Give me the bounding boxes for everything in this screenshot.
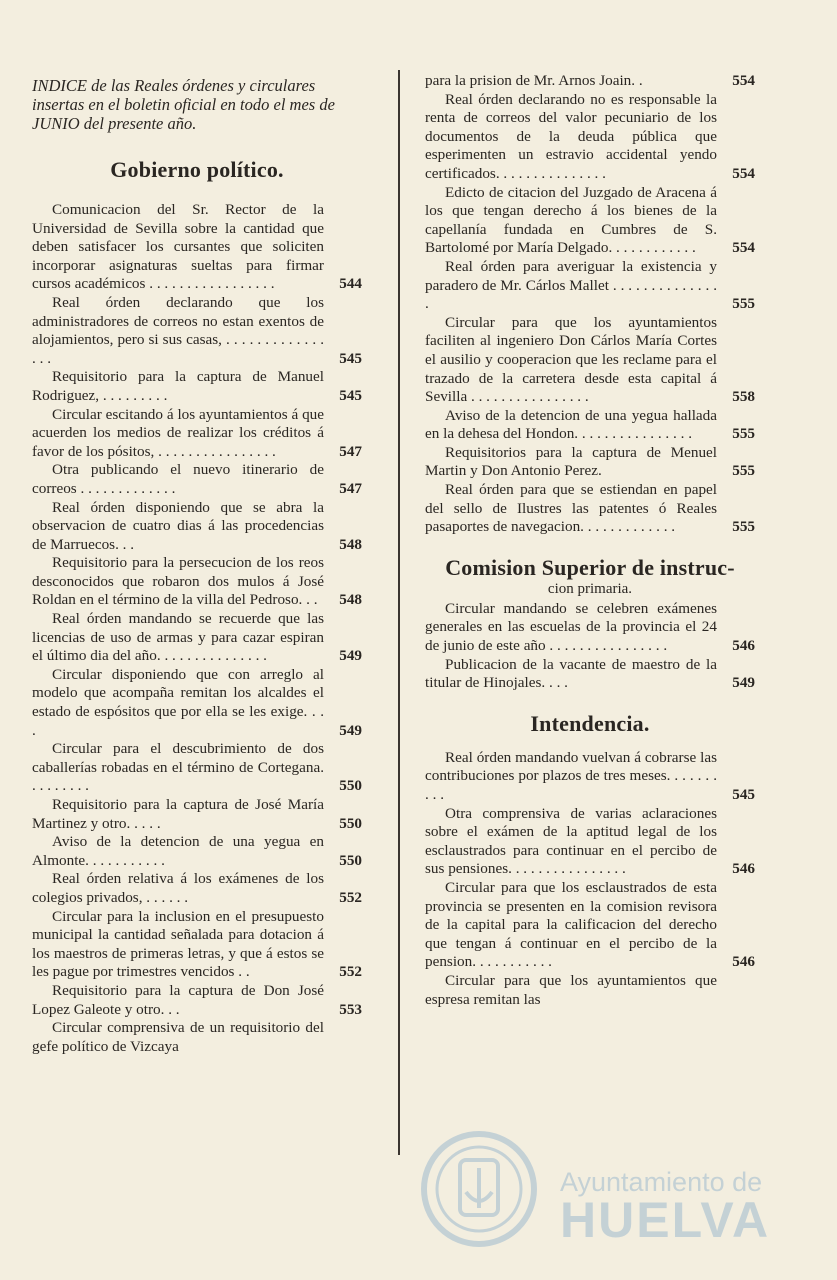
entry-text: Circular para que los ayuntamientos que espresa remitan las — [425, 971, 717, 1008]
entry-text: Edicto de citacion del Juzgado de Aracena á los que tengan derecho á los bienes de la capellanía fundada en Cumbres de S. Bartolomé por María Delgado. . . . . . . . . . . . — [425, 183, 717, 257]
entry-text: Aviso de la detencion de una yegua hallada en la dehesa del Hondon. . . . . . . . . . . . . . . . — [425, 406, 717, 443]
entry-page: 544 — [339, 275, 362, 293]
entry-page: 555 — [732, 425, 755, 443]
index-entry — [425, 481, 755, 537]
index-entry — [32, 1019, 362, 1056]
entry-page: 550 — [339, 814, 362, 832]
entry-page: 554 — [732, 164, 755, 182]
entry-page: 555 — [732, 518, 755, 536]
entry-page: 546 — [732, 637, 755, 655]
index-entry — [32, 461, 362, 498]
index-entry — [425, 184, 755, 258]
index-entry — [425, 749, 755, 805]
left-column — [32, 68, 362, 1056]
entry-text: Circular escitando á los ayuntamientos á que acuerden los medios de realizar los créditos á favor de los pósitos, . . . . . . . . . . . . . . . . — [32, 405, 324, 460]
entry-page: 552 — [339, 888, 362, 906]
index-entry — [32, 610, 362, 666]
index-entry — [425, 72, 755, 91]
entry-text: para la prision de Mr. Arnos Joain. . — [425, 72, 643, 89]
entry-page: 545 — [732, 786, 755, 803]
section-heading-instruccion: Comision Superior de instruc- — [445, 554, 735, 580]
index-entry — [32, 908, 362, 982]
entry-page: 553 — [339, 1000, 362, 1018]
index-entry — [425, 407, 755, 444]
entry-page: 546 — [732, 860, 755, 878]
entry-text: Real órden disponiendo que se abra la observacion de cuatro dias á las procedencias de Marruecos. . . — [32, 498, 324, 553]
entry-text: Aviso de la detencion de una yegua en Almonte. . . . . . . . . . . — [32, 833, 324, 869]
entry-text: Circular para que los ayuntamientos faciliten al ingeniero Don Cárlos María Cortes el ausilio y cooperacion que les reclame para el trazado de la carretera desde esta capital á Sevilla . . . . . . . . . . . . . . . . — [425, 313, 717, 406]
entry-text: Real órden declarando que los administradores de correos no estan exentos de alojamientos, pero si sus casas, . . . . . . . . . . . . . . . . — [32, 293, 324, 367]
index-entry — [32, 833, 362, 870]
entry-text: Otra publicando el nuevo itinerario de correos . . . . . . . . . . . . . — [32, 461, 324, 497]
index-entry — [32, 201, 362, 294]
entry-page: 546 — [732, 953, 755, 971]
entry-page: 545 — [339, 386, 362, 404]
entry-page: 554 — [732, 72, 755, 89]
index-entry — [32, 870, 362, 907]
index-entry — [32, 294, 362, 368]
entry-text: Requisitorios para la captura de Menuel Martin y Don Antonio Perez. — [425, 443, 717, 480]
entry-page: 550 — [339, 777, 362, 795]
entry-text: Circular para el descubrimiento de dos caballerías robadas en el término de Cortegana. . . . . . . . . — [32, 740, 324, 795]
watermark-line2: HUELVA — [560, 1192, 771, 1248]
index-entry — [32, 740, 362, 796]
index-entry — [425, 879, 755, 972]
entry-text: Real órden relativa á los exámenes de los colegios privados, . . . . . . — [32, 870, 324, 906]
watermark — [420, 1125, 771, 1248]
entry-text: Circular disponiendo que con arreglo al modelo que acompaña remitan los alcaldes el estado de espósitos que por ella se les exige. . . . — [32, 665, 324, 739]
entry-text: Comunicacion del Sr. Rector de la Universidad de Sevilla sobre la cantidad que deben satisfacer los cursantes que soliciten incorporar asignaturas sueltas para firmar cursos académicos . . . . . . . . . . . . . . . . . — [32, 201, 324, 293]
index-entry — [32, 554, 362, 610]
entry-page: 545 — [339, 349, 362, 367]
index-entry — [32, 796, 362, 833]
entry-text: Requisitorio para la persecucion de los reos desconocidos que robaron dos mulos á José Roldan en el término de la villa del Pedroso. . . — [32, 554, 324, 609]
entry-text: Requisitorio para la captura de Don José Lopez Galeote y otro. . . — [32, 981, 324, 1018]
entry-text: Publicacion de la vacante de maestro de la titular de Hinojales. . . . — [425, 655, 717, 692]
entry-text: Circular para la inclusion en el presupuesto municipal la cantidad señalada para dotacion á los maestros de primeras letras, y que á estos se les pague por trimestres vencidos . . — [32, 907, 324, 981]
entry-page: 554 — [732, 239, 755, 257]
index-title: INDICE de las Reales órdenes y circulares insertas en el boletin oficial en todo el mes de JUNIO del presente año. — [32, 76, 335, 133]
entry-page: 555 — [732, 462, 755, 480]
index-entry — [425, 600, 755, 656]
entry-text: Real órden mandando vuelvan á cobrarse las contribuciones por plazos de tres meses. . . . . . . . . . — [425, 748, 717, 803]
entry-text: Circular mandando se celebren exámenes generales en las escuelas de la provincia el 24 de junio de este año . . . . . . . . . . . . . . . . — [425, 599, 717, 655]
section-heading-intendencia: Intendencia. — [530, 710, 650, 736]
entry-page: 548 — [339, 591, 362, 609]
entry-text: Real órden para averiguar la existencia y paradero de Mr. Cárlos Mallet . . . . . . . . . . . . . . . — [425, 257, 717, 313]
section-subheading-instruccion: cion primaria. — [547, 580, 633, 597]
right-column — [425, 72, 755, 1009]
watermark-line1: Ayuntamiento de — [560, 1167, 763, 1197]
entry-page: 547 — [339, 442, 362, 460]
section-heading-gobierno: Gobierno político. — [110, 157, 284, 182]
index-entry — [425, 656, 755, 693]
entry-text: Requisitorio para la captura de Manuel Rodriguez, . . . . . . . . . — [32, 368, 324, 404]
index-entry — [425, 258, 755, 314]
entry-page: 549 — [732, 674, 755, 692]
entry-page: 547 — [339, 479, 362, 497]
index-entry — [425, 972, 755, 1009]
entry-text: Otra comprensiva de varias aclaraciones sobre el exámen de la aptitud legal de los esclaustrados para continuar en el percibo de sus pensiones. . . . . . . . . . . . . . . . — [425, 804, 717, 878]
entry-text: Real órden declarando no es responsable la renta de correos del valor pecuniario de los documentos de la deuda pública que esperimenten un estravio accidental yendo certificados. . . . . . . . . . . . . . . — [425, 90, 717, 182]
index-entry — [32, 982, 362, 1019]
index-entry — [425, 91, 755, 184]
index-entry — [32, 666, 362, 740]
entry-page: 558 — [732, 388, 755, 406]
entry-page: 555 — [732, 295, 755, 313]
entry-text: Circular para que los esclaustrados de esta provincia se presenten en la comision revisora de la capital para la calificacion del derecho que tengan á continuar en el percibo de la pension. . . . . . . . . . . — [425, 878, 717, 971]
entry-page: 550 — [339, 851, 362, 869]
index-entry — [425, 805, 755, 879]
index-entry — [425, 444, 755, 481]
index-entry — [32, 499, 362, 555]
index-entry — [32, 406, 362, 462]
entry-text: Real órden mandando se recuerde que las licencias de uso de armas y para cazar espiran el último dia del año. . . . . . . . . . . . . . . — [32, 610, 324, 665]
entry-page: 549 — [339, 647, 362, 665]
entry-text: Requisitorio para la captura de José María Martinez y otro. . . . . — [32, 796, 324, 832]
city-seal-icon — [420, 1130, 538, 1248]
entry-text: Real órden para que se estiendan en papel del sello de Ilustres las patentes ó Reales pasaportes de navegacion. . . . . . . . . . . . . — [425, 481, 717, 536]
entry-text: Circular comprensiva de un requisitorio del gefe político de Vizcaya — [32, 1019, 324, 1055]
column-divider — [398, 70, 400, 1155]
entry-page: 552 — [339, 963, 362, 981]
index-entry — [32, 368, 362, 405]
entry-page: 549 — [339, 721, 362, 739]
entry-page: 548 — [339, 535, 362, 553]
index-entry — [425, 314, 755, 407]
